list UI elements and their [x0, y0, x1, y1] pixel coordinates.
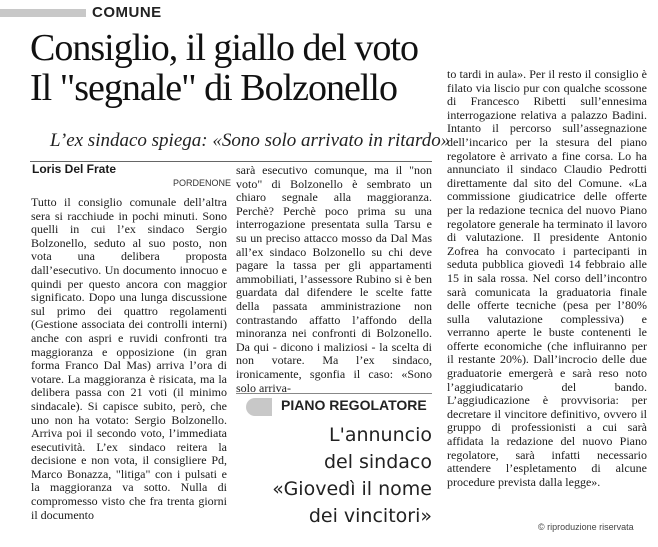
- headline-line-1: Consiglio, il giallo del voto: [30, 27, 418, 69]
- headline-line-2: Il "segnale" di Bolzonello: [30, 67, 397, 109]
- sidebar-rule: [236, 393, 432, 394]
- article-column-3: to tardi in aula». Per il resto il consiglio è filato via liscio pur con qualche scossone di Francesco Ribetti sull’ennesima interrogazione relativa a palazzo Badini. Intanto il percorso sull’assegnazione dell’incarico per la stesura del piano regolatore è arrivato a fine corsa. Lo ha annunciato il sindaco Claudio Pedrotti direttamente dal sito del Comune. «La commissione giudicatrice delle offerte per la redazione tecnica del nuovo Piano regolatore generale ha terminato il lavoro di valutazione. Il presidente Antonio Zofrea ha convocato i partecipanti in seduta pubblica giovedì 14 febbraio alle 15 in sala rossa. Nel corso dell’incontro sarà comunicata la graduatoria finale delle offerte tecniche (pesa per l’80% sulla valutazione complessiva) e verranno aperte le buste contenenti le offerte economiche (che influiranno per il restante 20%). Dall’incrocio delle due graduatorie emergerà e sarà reso noto l’aggiudicatario del bando. L’aggiudicazione è provvisoria: per decretare il vincitore definitivo, ovvero il gruppo di professionisti a cui sarà affidata la redazione del nuovo Piano regolatore, sarà infatti necessario attendere l’espletamento di alcune procedure prevista dalla legge».: [447, 67, 647, 489]
- dateline: PORDENONE: [173, 178, 232, 188]
- subheadline: L’ex sindaco spiega: «Sono solo arrivato in ritardo»: [50, 130, 451, 151]
- sidebar-title-line-3: «Giovedì il nome: [272, 478, 432, 500]
- sidebar-kicker-shape: [246, 398, 272, 416]
- headline: [30, 28, 440, 108]
- article-column-1: Tutto il consiglio comunale dell’altra sera si racchiude in pochi minuti. Sono quelli in cui l’ex sindaco Sergio Bolzonello, seduto al suo posto, non vota una delibera proposta dall’esecutivo. Un documento innocuo e quindi per questo ancora con maggior significato. Dopo una lunga discussione sul primo dei quattro regolamenti (Gestione associata dei controlli interni) anche con aspri e ruvidi confronti tra maggioranza e opposizione (in gran forma Franco Dal Mas) arriva l’ora di votare. La maggioranza è risicata, ma la delibera passa con 21 voti (il minimo sindacale). Si capisce subito, però, che uno non ha votato: Sergio Bolzonello. Arriva poi il secondo voto, l’immediata esecutività. L’ex sindaco reitera la decisione e non vota, il consigliere Pd, Marco Bonazza, "litiga" con i pulsati e la maggioranza va sotto. Nulla di compromesso visto che fra trenta giorni il documento: [31, 195, 227, 522]
- section-bar: [0, 9, 86, 17]
- copyright-note: © riproduzione riservata: [538, 522, 634, 532]
- sidebar-title: [250, 422, 432, 530]
- byline: Loris Del Frate: [32, 162, 117, 176]
- sidebar-title-line-1: L'annuncio: [329, 424, 432, 446]
- sidebar-title-line-2: del sindaco: [323, 451, 432, 473]
- sidebar-title-line-4: dei vincitori»: [308, 505, 432, 527]
- section-label: COMUNE: [92, 4, 162, 21]
- article-column-2: sarà esecutivo comunque, ma il "non voto" di Bolzonello è sembrato un chiaro segnale alla maggioranza. Perchè? Perchè poco prima su una interrogazione presentata sulla Tarsu e su un preciso attacco mosso da Dal Mas all’ex sindaco Bolzonello su chi deve pagare la tassa per gli appartamenti ammobiliati, l’assessore Rubino si è ben guardata dal difendere le scelte fatte della passata amministrazione non contrastando affatto l’affondo della minoranza nei confronti di Bolzonello. Da qui - dicono i maliziosi - la scelta di non votare. Ma l’ex sindaco, ironicamente, sgonfia il caso: «Sono solo arriva-: [236, 163, 432, 395]
- sidebar-kicker: PIANO REGOLATORE: [281, 397, 427, 413]
